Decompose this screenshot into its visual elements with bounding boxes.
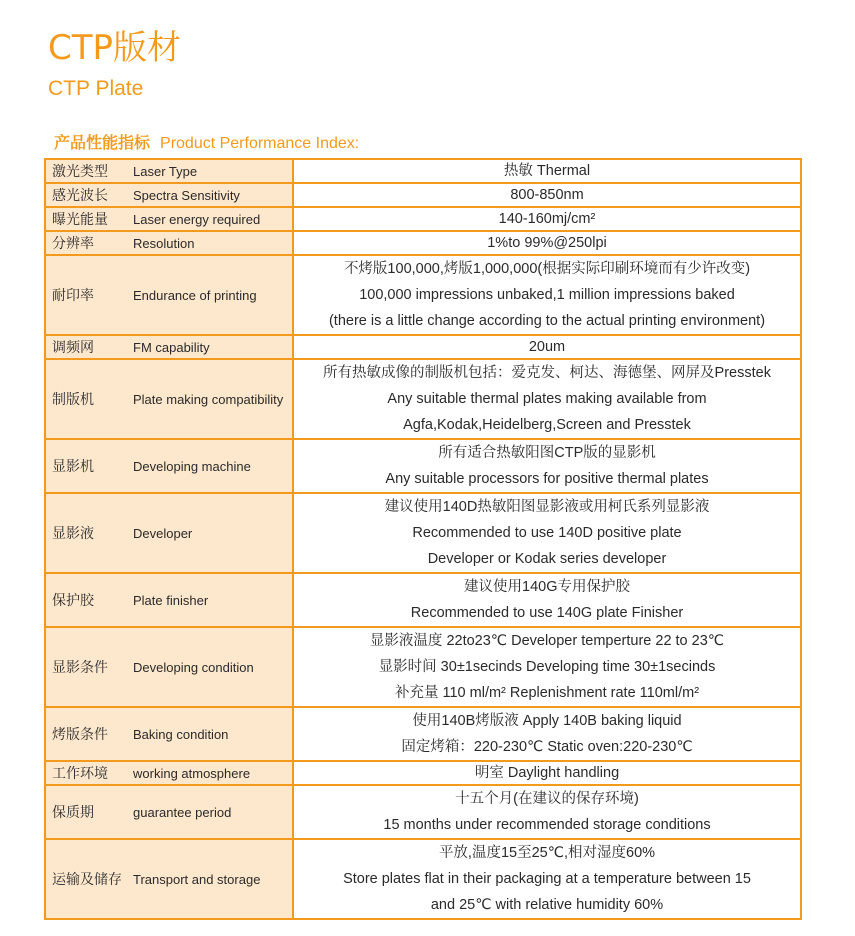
row-value — [293, 785, 801, 839]
row-value-line: Store plates flat in their packaging at a temperature between 15 — [343, 871, 751, 887]
row-value-line: 补充量 110 ml/m² Replenishment rate 110ml/m² — [394, 685, 700, 701]
row-label-cn: 曝光能量 — [45, 207, 129, 231]
row-value-line: 显影液温度 22to23℃ Developer temperture 22 to 23℃ — [369, 633, 725, 649]
row-value — [293, 159, 801, 183]
row-value-line: (there is a little change according to the actual printing environment) — [328, 313, 766, 329]
row-value-line: 使用140B烤版液 Apply 140B baking liquid — [412, 713, 682, 729]
table-row — [45, 493, 801, 573]
row-value — [293, 573, 801, 627]
row-label-en: FM capability — [129, 335, 293, 359]
row-value — [293, 707, 801, 761]
table-row — [45, 839, 801, 919]
row-label-en: working atmosphere — [129, 761, 293, 785]
row-label-cn: 工作环境 — [45, 761, 129, 785]
row-value-line: 显影时间 30±1secinds Developing time 30±1secinds — [378, 659, 716, 675]
row-label-en: guarantee period — [129, 785, 293, 839]
row-value — [293, 231, 801, 255]
row-label-cn: 感光波长 — [45, 183, 129, 207]
row-value-line: 建议使用140D热敏阳图显影液或用柯氏系列显影液 — [384, 499, 710, 515]
row-value — [293, 335, 801, 359]
table-row — [45, 707, 801, 761]
row-label-en: Resolution — [129, 231, 293, 255]
row-value-line: Agfa,Kodak,Heidelberg,Screen and Presstek — [403, 417, 691, 433]
row-label-cn: 调频网 — [45, 335, 129, 359]
table-row — [45, 159, 801, 183]
row-label-cn: 耐印率 — [45, 255, 129, 335]
row-label-en: Developing machine — [129, 439, 293, 493]
row-label-en: Laser energy required — [129, 207, 293, 231]
row-value-line: 800-850nm — [510, 187, 584, 203]
row-label-cn: 显影机 — [45, 439, 129, 493]
row-label-en: Laser Type — [129, 159, 293, 183]
row-value-line: 热敏 Thermal — [503, 163, 591, 179]
section-title-cn: 产品性能指标 — [54, 133, 151, 152]
spec-table-body — [45, 159, 801, 919]
row-value — [293, 207, 801, 231]
row-value-line: Recommended to use 140D positive plate — [412, 525, 682, 541]
row-label-en: Endurance of printing — [129, 255, 293, 335]
row-value-line: 20um — [528, 339, 566, 355]
row-label-en: Plate making compatibility — [129, 359, 293, 439]
section-title-en: Product Performance Index: — [160, 135, 360, 152]
row-value-line: 100,000 impressions unbaked,1 million impressions baked — [359, 287, 735, 303]
table-row — [45, 183, 801, 207]
row-label-cn: 保质期 — [45, 785, 129, 839]
table-row — [45, 439, 801, 493]
table-row — [45, 255, 801, 335]
row-value — [293, 183, 801, 207]
row-label-en: Baking condition — [129, 707, 293, 761]
row-value-line: 140-160mj/cm² — [498, 211, 596, 227]
row-label-cn: 激光类型 — [45, 159, 129, 183]
section-heading — [54, 130, 359, 152]
row-value — [293, 839, 801, 919]
row-value-line: 明室 Daylight handling — [474, 765, 620, 781]
row-label-cn: 显影液 — [45, 493, 129, 573]
table-row — [45, 761, 801, 785]
row-label-en: Spectra Sensitivity — [129, 183, 293, 207]
page-title-cn: CTP版材 — [48, 28, 182, 68]
row-value — [293, 627, 801, 707]
row-label-en: Developer — [129, 493, 293, 573]
table-row — [45, 207, 801, 231]
row-label-cn: 烤版条件 — [45, 707, 129, 761]
row-label-cn: 分辨率 — [45, 231, 129, 255]
row-value — [293, 439, 801, 493]
row-value-line: 不烤版100,000,烤版1,000,000(根据实际印刷环境而有少许改变) — [343, 261, 751, 277]
row-value — [293, 359, 801, 439]
row-value-line: Recommended to use 140G plate Finisher — [410, 605, 684, 621]
row-label-cn: 运输及储存 — [45, 839, 129, 919]
spec-table — [44, 158, 802, 920]
table-row — [45, 785, 801, 839]
row-value-line: 所有热敏成像的制版机包括：爱克发、柯达、海德堡、网屏及Presstek — [323, 365, 771, 381]
table-row — [45, 359, 801, 439]
row-value-line: 1%to 99%@250lpi — [487, 235, 607, 251]
row-value-line: 所有适合热敏阳图CTP版的显影机 — [438, 445, 656, 461]
table-row — [45, 573, 801, 627]
row-value — [293, 761, 801, 785]
row-value-line: Any suitable thermal plates making available from — [387, 391, 707, 407]
row-value-line: 15 months under recommended storage conditions — [383, 817, 711, 833]
row-value-line: 平放,温度15至25℃,相对湿度60% — [438, 845, 656, 861]
row-value — [293, 493, 801, 573]
table-row — [45, 627, 801, 707]
row-value-line: 固定烤箱：220-230℃ Static oven:220-230℃ — [401, 739, 693, 755]
row-label-en: Plate finisher — [129, 573, 293, 627]
table-row — [45, 335, 801, 359]
row-label-en: Developing condition — [129, 627, 293, 707]
row-value-line: Any suitable processors for positive thermal plates — [385, 471, 709, 487]
row-label-en: Transport and storage — [129, 839, 293, 919]
row-value-line: and 25℃ with relative humidity 60% — [430, 897, 664, 913]
row-label-cn: 保护胶 — [45, 573, 129, 627]
page-title-en: CTP Plate — [48, 77, 144, 100]
row-value-line: 十五个月(在建议的保存环境) — [455, 791, 639, 807]
row-label-cn: 制版机 — [45, 359, 129, 439]
row-value-line: Developer or Kodak series developer — [427, 551, 667, 567]
table-row — [45, 231, 801, 255]
row-value-line: 建议使用140G专用保护胶 — [464, 579, 630, 595]
row-value — [293, 255, 801, 335]
row-label-cn: 显影条件 — [45, 627, 129, 707]
